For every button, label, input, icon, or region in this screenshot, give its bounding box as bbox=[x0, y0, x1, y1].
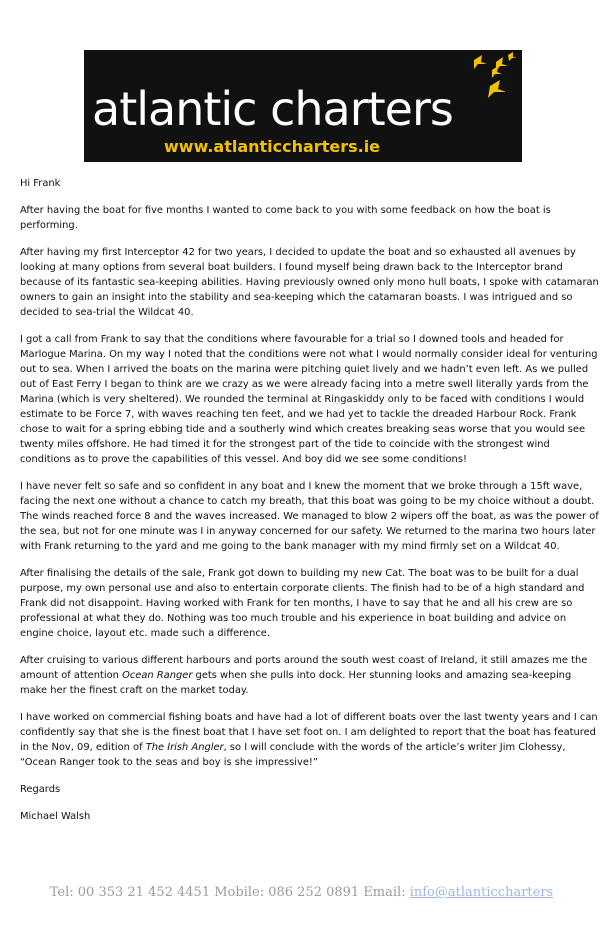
footer-contact bbox=[0, 885, 603, 900]
paragraph-text: , so I will conclude with the words of the article’s writer Jim Clohessy, “Ocean Ranger took to the seas and boy is she impressive!” bbox=[20, 742, 566, 768]
contact-details: Tel: 00 353 21 452 4451 Mobile: 086 252 0891 Email: bbox=[49, 885, 410, 900]
email-link[interactable]: info@atlanticcharters bbox=[409, 885, 554, 900]
greeting: Hi Frank bbox=[20, 178, 61, 189]
bird-flock-icon bbox=[434, 52, 520, 126]
brand-name: atlantic charters bbox=[92, 82, 453, 136]
paragraph: I have never felt so safe and so confident in any boat and I knew the moment that we broke through a 15ft wave, facing the next one without a chance to catch my breath, that this boat was going to be my choice without a doubt. The winds reached force 8 and the waves increased. We managed to blow 2 wipers off the boat, as was the power of the sea, but not for one minute was I in anyway concerned for our safety. We returned to the marina two hours later with Frank returning to the yard and me going to the bank manager with my mind firmly set on a Wildcat 40. bbox=[20, 481, 599, 552]
paragraph: I got a call from Frank to say that the conditions where favourable for a trial so I downed tools and headed for Marlogue Marina. On my way I noted that the conditions were not what I would normally consider ideal for venturing out to sea. When I arrived the boats on the marina were pitching quiet lively and we hadn’t even left. As we pulled out of East Ferry I began to think are we crazy as we were already facing into a metre swell literally yards from the Marina (which is very sheltered). We rounded the terminal at Ringaskiddy only to be faced with conditions I would estimate to be Force 7, with waves reaching ten feet, and we had yet to tackle the dreaded Harbour Rock. Frank chose to wait for a spring ebbing tide and a southerly wind which creates breaking seas worse that you would see twenty miles offshore. He had timed it for the strongest part of the tide to coincide with the strongest wind conditions as to prove the capabilities of this vessel. And boy did we see some conditions! bbox=[20, 334, 598, 465]
publication-name: The Irish Angler bbox=[145, 742, 224, 753]
boat-name: Ocean Ranger bbox=[122, 670, 193, 681]
paragraph: After finalising the details of the sale, Frank got down to building my new Cat. The boat was to be built for a dual purpose, my own personal use and also to entertain corporate clients. The finish had to be of a high standard and Frank did not disappoint. Having worked with Frank for ten months, I have to say that he and all his crew are so professional at what they do. Nothing was too much trouble and his experience in boat building and advice on engine choice, layout etc. made such a difference. bbox=[20, 568, 585, 639]
paragraph: After having my first Interceptor 42 for two years, I decided to update the boat and so exhausted all avenues by looking at many options from several boat builders. I found myself being drawn back to the Interceptor brand because of its fantastic sea-keeping abilities. Having previously owned only mono hull boats, I spoke with catamaran owners to gain an insight into the stability and sea-keeping which the catamaran boasts. I was intrigued and so decided to sea-trial the Wildcat 40. bbox=[20, 247, 599, 318]
letter-body bbox=[20, 176, 600, 836]
header-banner bbox=[84, 50, 522, 162]
closing: Regards bbox=[20, 784, 61, 795]
paragraph-text: gets when she pulls into dock. Her stunning looks and amazing sea-keeping make her the finest craft on the market today. bbox=[20, 670, 572, 696]
paragraph bbox=[20, 710, 600, 770]
paragraph: After having the boat for five months I wanted to come back to you with some feedback on how the boat is performing. bbox=[20, 205, 551, 231]
paragraph bbox=[20, 653, 600, 698]
paragraph-text: I have worked on commercial fishing boats and have had a lot of different boats over the last twenty years and I can confidently say that she is the finest boat that I have set foot on. I am delighted to report that the boat has featured in the Nov, 09, edition of bbox=[20, 712, 598, 753]
paragraph-text: After cruising to various different harbours and ports around the south west coast of Ireland, it still amazes me the amount of attention bbox=[20, 655, 588, 681]
website-url[interactable]: www.atlanticcharters.ie bbox=[164, 137, 381, 156]
signature: Michael Walsh bbox=[20, 811, 91, 822]
